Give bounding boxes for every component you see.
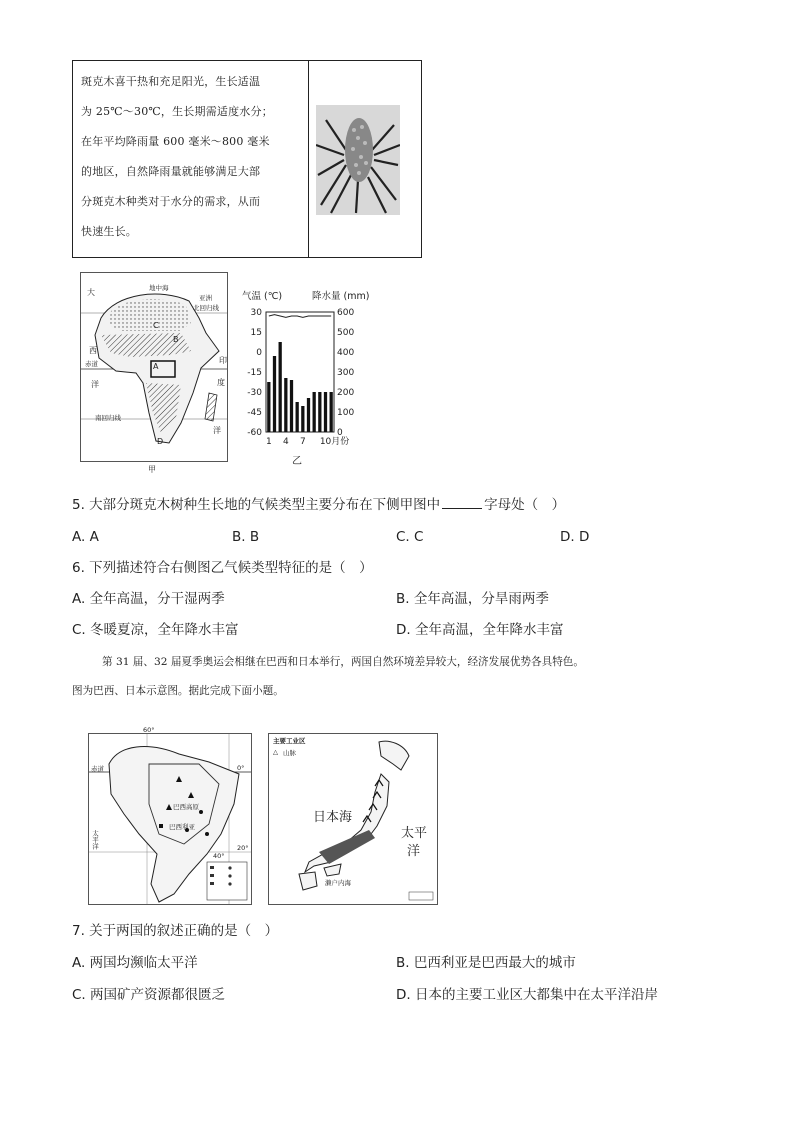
climate-chart bbox=[236, 300, 366, 450]
chart-caption-yi: 乙 bbox=[292, 456, 302, 467]
q5-option-c[interactable]: C. C bbox=[396, 529, 424, 545]
label-equator-brazil: 赤道 bbox=[91, 765, 104, 773]
x-tick-label: 1 bbox=[265, 437, 272, 447]
precip-bar bbox=[330, 392, 333, 432]
info-line: 斑克木喜干热和充足阳光，生长适温 bbox=[81, 75, 261, 88]
label-B: B bbox=[173, 335, 179, 344]
africa-map bbox=[80, 272, 228, 462]
x-tick-label: 10月份 bbox=[319, 437, 350, 447]
right-tick-label: 0 bbox=[337, 428, 343, 438]
q5-stem-after: 字母处（ ） bbox=[484, 497, 566, 513]
precip-bar bbox=[290, 380, 293, 432]
left-tick-label: 0 bbox=[256, 348, 262, 358]
label-sea-of-japan: 日本海 bbox=[313, 810, 353, 825]
info-line: 在年平均降雨量 600 毫米～800 毫米 bbox=[81, 135, 270, 148]
japan-map bbox=[268, 733, 438, 905]
label-brazil-plateau: 巴西高原 bbox=[173, 803, 199, 811]
label-lon60: 60° bbox=[143, 726, 155, 734]
precip-bar bbox=[324, 392, 327, 432]
info-line: 分斑克木种类对于水分的需求，从而 bbox=[81, 195, 261, 208]
q6-option-c[interactable]: C. 冬暖夏凉，全年降水丰富 bbox=[72, 622, 239, 638]
precip-bar bbox=[284, 378, 287, 432]
chart-left-title: 气温 (℃) bbox=[242, 291, 283, 302]
mountain-legend-icon: △ bbox=[273, 748, 278, 756]
label-C: C bbox=[153, 321, 159, 330]
label-lat20: 20° bbox=[237, 844, 249, 852]
q6-option-d[interactable]: D. 全年高温，全年降水丰富 bbox=[396, 622, 564, 638]
label-industrial-zone: 主要工业区 bbox=[273, 737, 306, 745]
chart-frame bbox=[266, 312, 334, 432]
label-brasilia: 巴西利亚 bbox=[169, 823, 195, 831]
intro-line-2: 图为巴西、日本示意图。据此完成下面小题。 bbox=[72, 685, 284, 697]
temperature-line bbox=[269, 315, 331, 318]
info-line: 为 25℃～30℃，生长期需适度水分； bbox=[81, 105, 273, 118]
right-tick-label: 400 bbox=[337, 348, 355, 358]
q6-option-b[interactable]: B. 全年高温，分旱雨两季 bbox=[396, 591, 549, 607]
left-tick-label: -15 bbox=[247, 368, 262, 378]
chart-right-title: 降水量 (mm) bbox=[312, 291, 370, 302]
label-pacific-1: 太平 bbox=[401, 826, 428, 841]
label-equator: 赤道 bbox=[85, 360, 98, 368]
precip-bar bbox=[296, 402, 299, 432]
left-tick-label: -60 bbox=[247, 428, 262, 438]
q7-stem: 7. 关于两国的叙述正确的是（ ） bbox=[72, 923, 279, 939]
q7-option-d[interactable]: D. 日本的主要工业区大都集中在太平洋沿岸 bbox=[396, 987, 658, 1003]
label-lon40: 40° bbox=[213, 852, 225, 860]
label-da: 大 bbox=[87, 288, 95, 297]
label-du: 度 bbox=[217, 378, 225, 387]
label-A: A bbox=[153, 362, 159, 371]
q7-option-a[interactable]: A. 两国均濒临太平洋 bbox=[72, 955, 198, 971]
banksia-photo bbox=[316, 105, 400, 215]
info-line: 快速生长。 bbox=[81, 225, 137, 238]
map-caption-jia: 甲 bbox=[148, 465, 156, 474]
x-tick-label: 4 bbox=[282, 437, 289, 447]
precip-bar bbox=[267, 382, 270, 432]
precip-bar bbox=[313, 392, 316, 432]
label-pacific-brazil: 太平洋 bbox=[91, 830, 99, 850]
q7-option-b[interactable]: B. 巴西利亚是巴西最大的城市 bbox=[396, 955, 576, 971]
info-line: 的地区，自然降雨量就能够满足大部 bbox=[81, 165, 261, 178]
precip-bar bbox=[279, 342, 282, 432]
info-text-cell bbox=[73, 61, 309, 257]
q5-stem-before: 5. 大部分斑克木树种生长地的气候类型主要分布在下侧甲图中 bbox=[72, 497, 441, 513]
q5-stem bbox=[72, 496, 565, 514]
q5-option-a[interactable]: A. A bbox=[72, 529, 99, 545]
q5-answer-blank[interactable] bbox=[442, 508, 482, 509]
label-asia: 亚洲 bbox=[199, 294, 212, 302]
q5-option-d[interactable]: D. D bbox=[560, 529, 590, 545]
label-lat0: 0° bbox=[237, 764, 245, 772]
brazil-map bbox=[88, 726, 252, 905]
label-pacific-2: 洋 bbox=[407, 844, 421, 859]
precip-bar bbox=[273, 356, 276, 432]
q7-option-c[interactable]: C. 两国矿产资源都很匮乏 bbox=[72, 987, 226, 1003]
right-tick-label: 200 bbox=[337, 388, 355, 398]
intro-line-1: 第 31 届、32 届夏季奥运会相继在巴西和日本举行，两国自然环境差异较大，经济发展优势各具特色。 bbox=[102, 656, 584, 668]
label-xi: 西 bbox=[89, 346, 97, 355]
q6-stem: 6. 下列描述符合右侧图乙气候类型特征的是（ ） bbox=[72, 560, 373, 576]
left-tick-label: -45 bbox=[247, 408, 262, 418]
label-yang: 洋 bbox=[91, 380, 99, 389]
label-yin: 印 bbox=[219, 356, 227, 365]
label-tropic-capricorn: 南回归线 bbox=[95, 414, 121, 422]
right-tick-label: 600 bbox=[337, 308, 355, 318]
left-tick-label: 15 bbox=[250, 328, 262, 338]
precip-bar bbox=[307, 398, 310, 432]
label-tropic-cancer: 北回归线 bbox=[193, 304, 219, 312]
label-D: D bbox=[157, 437, 164, 446]
label-mediterranean: 地中海 bbox=[149, 284, 169, 292]
left-tick-label: -30 bbox=[247, 388, 262, 398]
left-tick-label: 30 bbox=[250, 308, 262, 318]
label-yang2: 洋 bbox=[213, 426, 221, 435]
precip-bar bbox=[301, 406, 304, 432]
q6-option-a[interactable]: A. 全年高温，分干湿两季 bbox=[72, 591, 225, 607]
x-tick-label: 7 bbox=[299, 437, 306, 447]
right-tick-label: 300 bbox=[337, 368, 355, 378]
right-tick-label: 100 bbox=[337, 408, 355, 418]
right-tick-label: 500 bbox=[337, 328, 355, 338]
precip-bar bbox=[318, 392, 321, 432]
label-seto-inland-sea: 濑户内海 bbox=[325, 879, 351, 887]
label-mountains: 山脉 bbox=[283, 749, 296, 757]
q5-option-b[interactable]: B. B bbox=[232, 529, 260, 545]
